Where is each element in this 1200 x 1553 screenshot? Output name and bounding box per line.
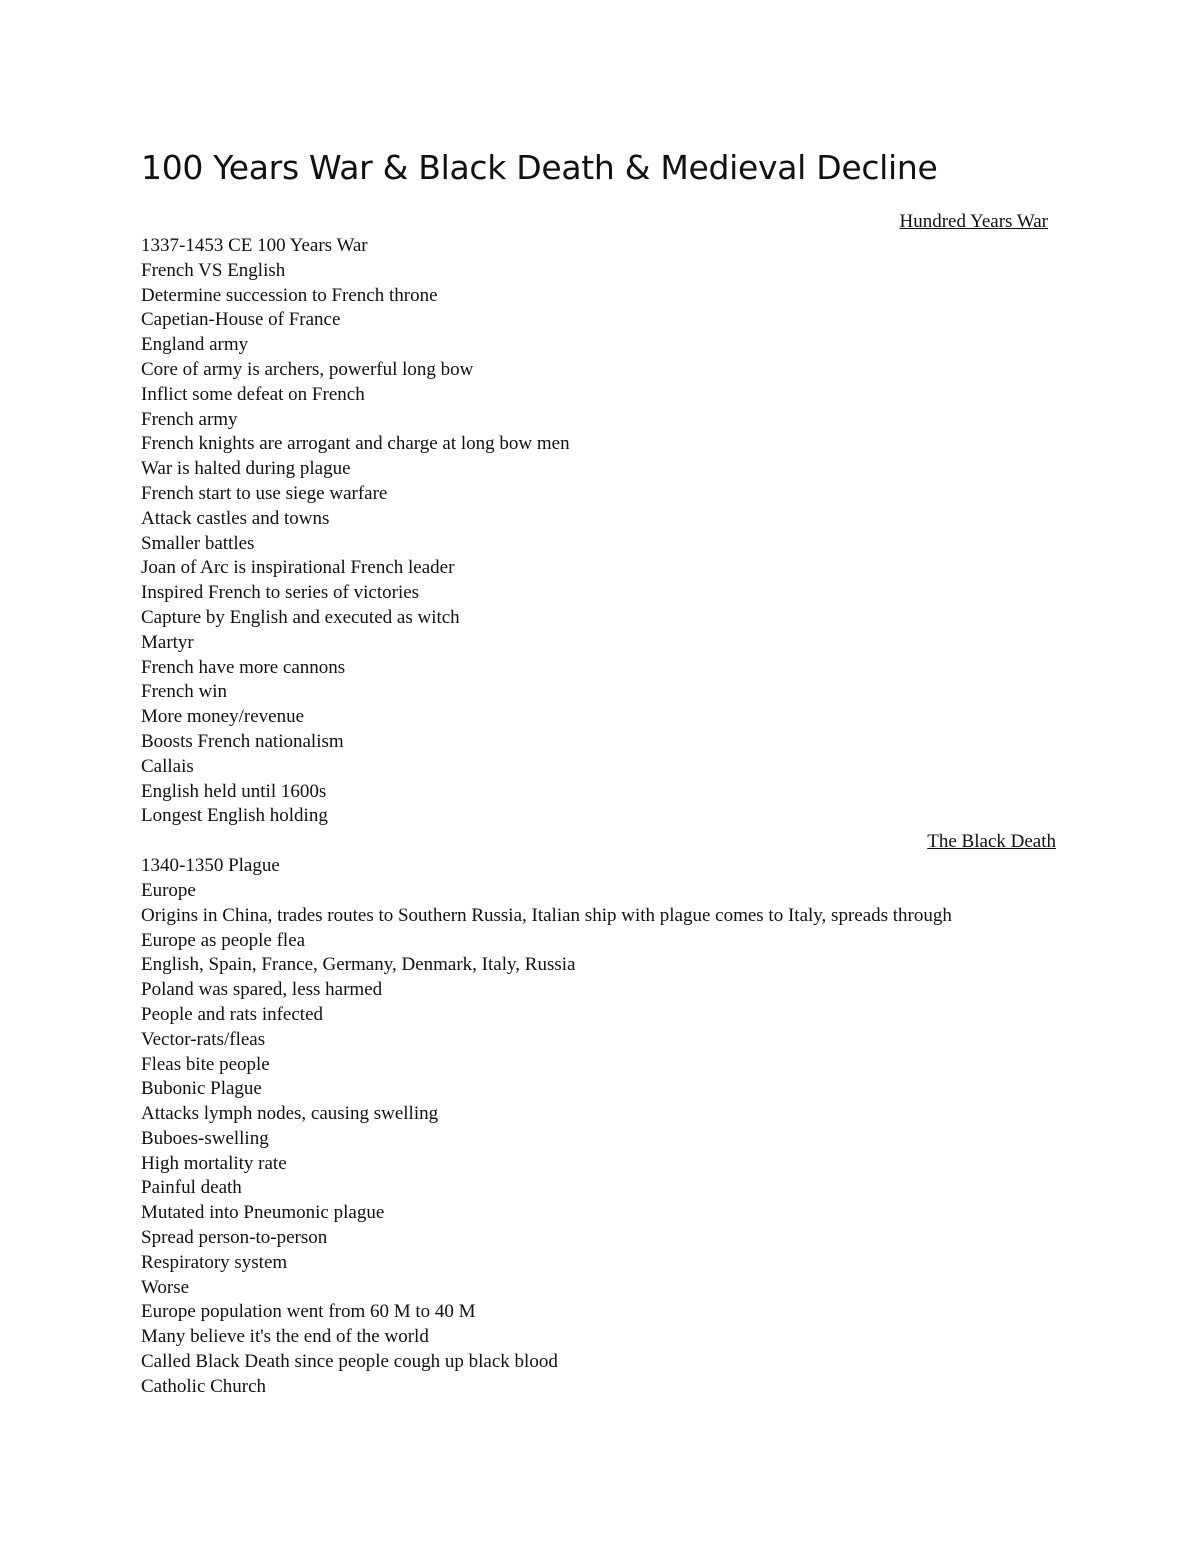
- note-line: Capture by English and executed as witch: [141, 606, 460, 628]
- note-line: People and rats infected: [141, 1003, 324, 1025]
- note-line: Respiratory system: [141, 1251, 288, 1273]
- note-line: High mortality rate: [141, 1152, 287, 1174]
- note-line: More money/revenue: [141, 706, 305, 728]
- section-heading-black-death: The Black Death: [927, 831, 1056, 853]
- note-line: Determine succession to French throne: [141, 284, 438, 306]
- note-line: Longest English holding: [141, 805, 328, 827]
- section-heading-hundred-years-war: Hundred Years War: [899, 211, 1048, 232]
- note-line: Poland was spared, less harmed: [141, 979, 383, 1001]
- note-line: Boosts French nationalism: [141, 730, 344, 752]
- note-line: Martyr: [141, 631, 194, 653]
- note-line: England army: [141, 334, 249, 356]
- note-line: Inspired French to series of victories: [141, 582, 420, 604]
- note-line: Mutated into Pneumonic plague: [141, 1202, 385, 1224]
- note-line: French knights are arrogant and charge at long bow men: [141, 433, 570, 455]
- note-line: French have more cannons: [141, 656, 346, 678]
- note-line: 1337-1453 CE 100 Years War: [141, 235, 368, 256]
- note-line: Joan of Arc is inspirational French leader: [141, 557, 455, 579]
- note-line: Callais: [141, 755, 194, 777]
- note-line: French VS English: [141, 259, 286, 281]
- document-title: 100 Years War & Black Death & Medieval Decline: [141, 148, 938, 187]
- note-line: Europe population went from 60 M to 40 M: [141, 1301, 476, 1323]
- note-line: Attacks lymph nodes, causing swelling: [141, 1103, 439, 1125]
- note-line: Europe: [141, 879, 196, 901]
- note-line: French win: [141, 681, 228, 703]
- note-line: Capetian-House of France: [141, 309, 341, 331]
- note-line: Smaller battles: [141, 532, 255, 554]
- note-line: Attack castles and towns: [141, 507, 330, 529]
- note-line: English held until 1600s: [141, 780, 327, 802]
- note-line: Bubonic Plague: [141, 1078, 262, 1100]
- note-line: Buboes-swelling: [141, 1127, 269, 1149]
- note-line: Worse: [141, 1276, 190, 1298]
- note-line: 1340-1350 Plague: [141, 855, 280, 877]
- note-line: Origins in China, trades routes to Southern Russia, Italian ship with plague comes to Italy, spreads through Europe as people flea: [141, 904, 952, 951]
- note-line: War is halted during plague: [141, 458, 351, 480]
- note-line: Spread person-to-person: [141, 1227, 328, 1249]
- note-line: Painful death: [141, 1177, 242, 1199]
- note-line: Core of army is archers, powerful long bow: [141, 358, 474, 380]
- note-line: Vector-rats/fleas: [141, 1028, 266, 1050]
- note-line: English, Spain, France, Germany, Denmark, Italy, Russia: [141, 954, 576, 976]
- note-line: Inflict some defeat on French: [141, 383, 365, 405]
- note-line: Fleas bite people: [141, 1053, 270, 1075]
- section-hundred-years-war: [141, 234, 1056, 829]
- section-black-death: [141, 854, 1056, 1400]
- note-line: French army: [141, 408, 238, 430]
- note-line: Called Black Death since people cough up black blood: [141, 1351, 558, 1373]
- document-body: [141, 209, 1056, 1400]
- note-line: Many believe it's the end of the world: [141, 1326, 429, 1348]
- note-line: French start to use siege warfare: [141, 482, 388, 504]
- note-line: Catholic Church: [141, 1375, 267, 1397]
